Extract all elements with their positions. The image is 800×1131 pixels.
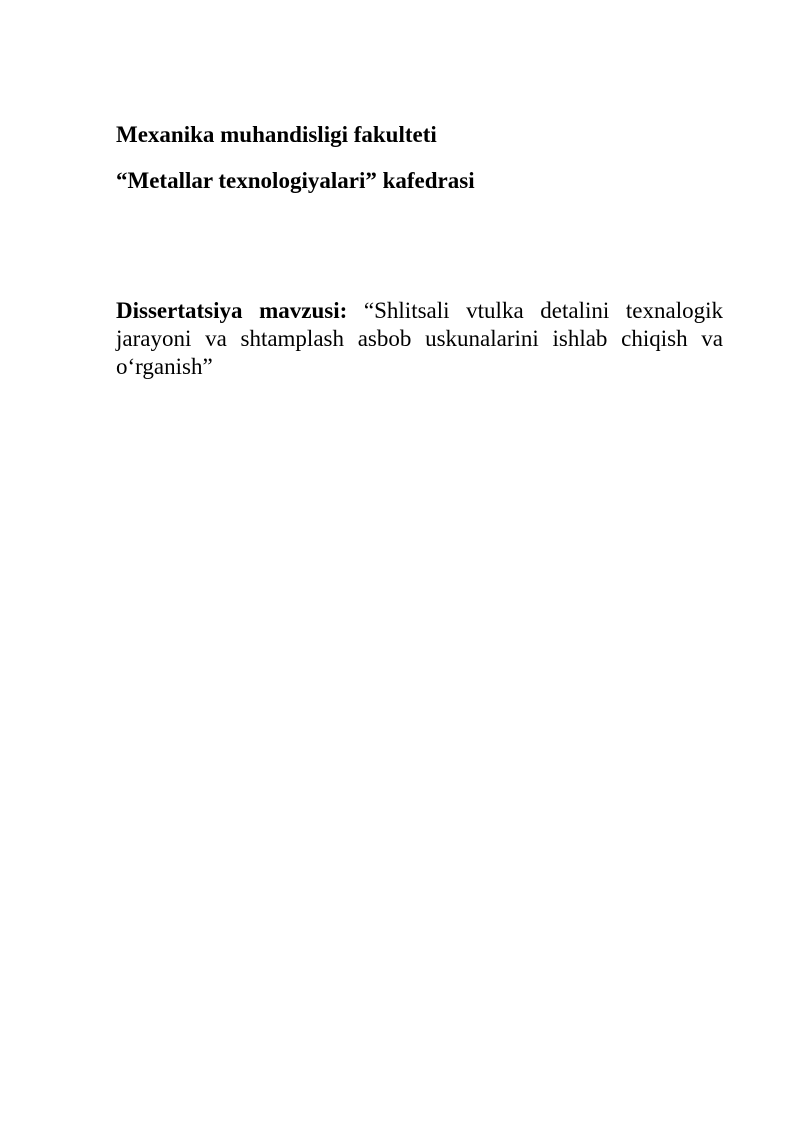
faculty-heading: Mexanika muhandisligi fakulteti [116,122,437,147]
dissertation-topic [116,297,723,381]
dissertation-topic-label: Dissertatsiya mavzusi: [116,298,348,323]
dissertation-topic-text: “Shlitsali vtulka detalini texnalogik jarayoni va shtamplash asbob uskunalarini ishlab chiqish va o‘rganish” [116,298,723,379]
department-heading: “Metallar texnologiyalari” kafedrasi [116,168,475,193]
